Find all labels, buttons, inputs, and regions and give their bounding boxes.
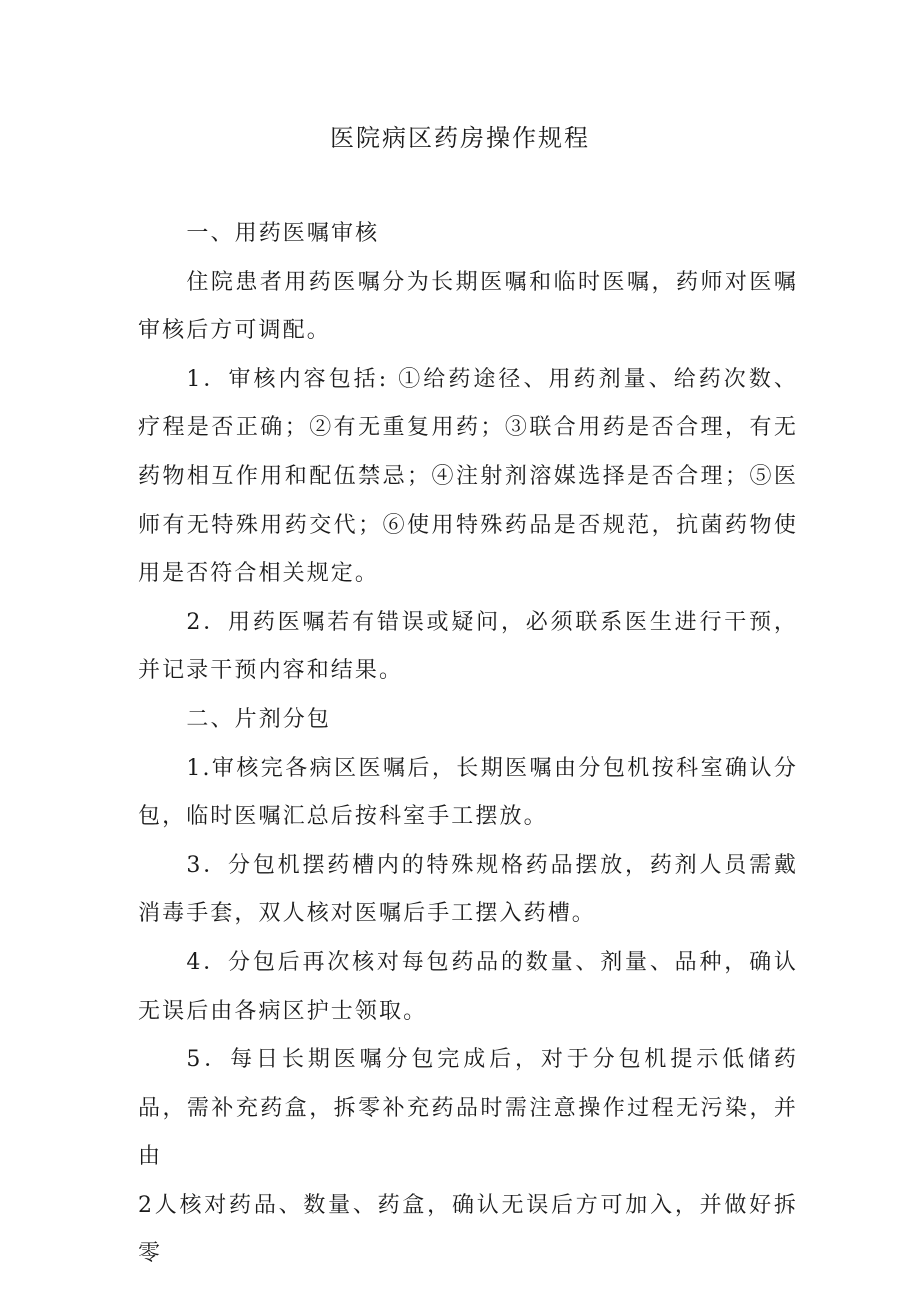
document-body <box>138 210 798 1279</box>
paragraph-item-2: 2．用药医嘱若有错误或疑问，必须联系医生进行干预，并记录干预内容和结果。 <box>138 609 798 684</box>
paragraph-pack-3: 3．分包机摆药槽内的特殊规格药品摆放，药剂人员需戴消毒手套，双人核对医嘱后手工摆入药槽。 <box>138 852 798 927</box>
document-title: 医院病区药房操作规程 <box>330 124 590 152</box>
paragraph-item-1: 1．审核内容包括: ①给药途径、用药剂量、给药次数、疗程是否正确；②有无重复用药；③联合用药是否合理，有无药物相互作用和配伍禁忌；④注射剂溶媒选择是否合理；⑤医师有无特殊用药交代；⑥使用特殊药品是否规范，抗菌药物使用是否符合相关规定。 <box>138 366 798 587</box>
paragraph-pack-5: 5．每日长期医嘱分包完成后，对于分包机提示低储药品，需补充药盒，拆零补充药品时需注意操作过程无污染，并由 <box>138 1047 798 1170</box>
section-heading-2: 二、片剂分包 <box>186 706 331 732</box>
paragraph-intro: 住院患者用药医嘱分为长期医嘱和临时医嘱，药师对医嘱审核后方可调配。 <box>138 269 798 344</box>
paragraph-pack-1: 1.审核完各病区医嘱后，长期医嘱由分包机按科室确认分包，临时医嘱汇总后按科室手工摆放。 <box>138 755 798 830</box>
paragraph-pack-4: 4．分包后再次核对每包药品的数量、剂量、品种，确认无误后由各病区护士领取。 <box>138 949 798 1024</box>
paragraph-pack-5-continued: 2人核对药品、数量、药盒，确认无误后方可加入，并做好拆零 <box>138 1192 798 1267</box>
section-heading-1: 一、用药医嘱审核 <box>186 221 380 246</box>
